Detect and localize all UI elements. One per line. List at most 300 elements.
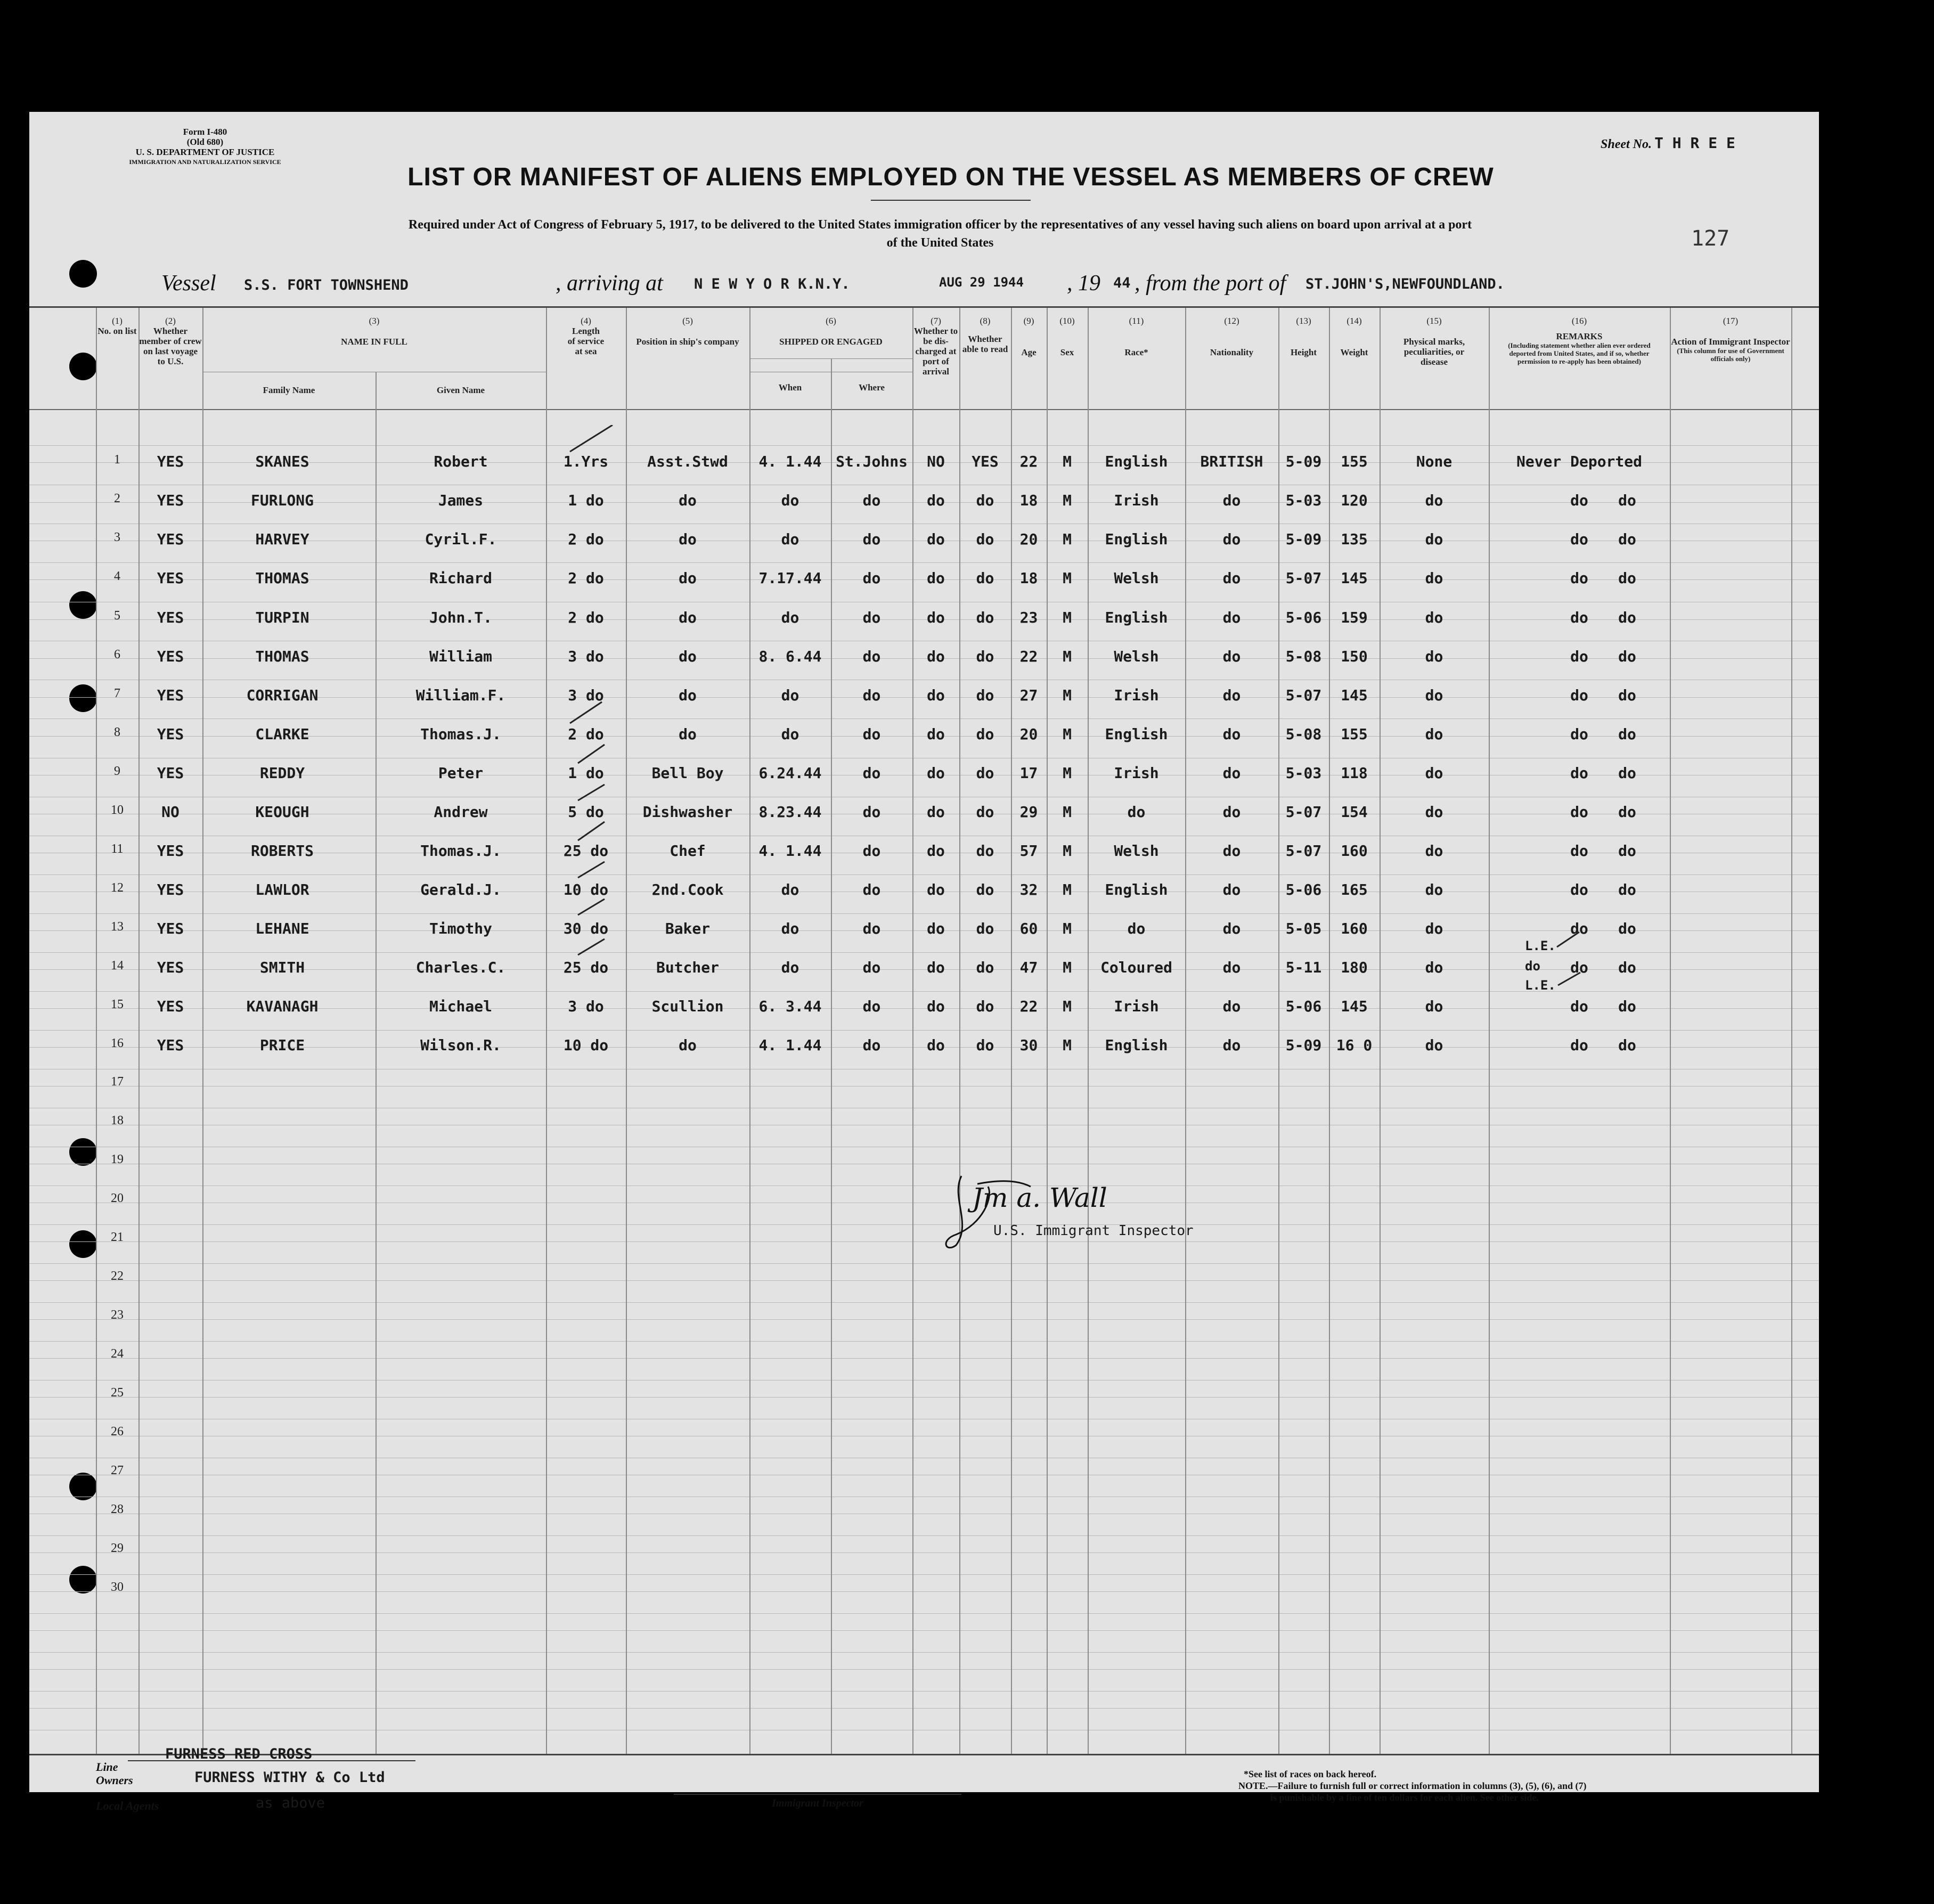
given-name-cell: Thomas.J. <box>420 725 501 743</box>
remarks-cell: do <box>1570 920 1588 937</box>
empty-row-number: 27 <box>111 1464 124 1477</box>
when-cell: 8. 6.44 <box>758 648 822 665</box>
remarks-cell: do <box>1570 803 1588 821</box>
sex-cell: M <box>1063 920 1072 937</box>
discharged-cell: do <box>927 842 945 860</box>
sex-cell: M <box>1063 569 1072 587</box>
when-cell: do <box>781 609 799 626</box>
col-given-name: Given Name <box>436 385 485 395</box>
remarks-cell: do <box>1570 1036 1588 1054</box>
position-cell: do <box>679 569 697 587</box>
weight-cell: 180 <box>1341 959 1368 976</box>
nationality-cell: do <box>1222 881 1241 898</box>
given-name-cell: James <box>438 492 484 509</box>
arrival-date-stamp: AUG 29 1944 <box>939 275 1024 290</box>
col-name-in-full: NAME IN FULL <box>341 337 407 347</box>
age-cell: 18 <box>1019 492 1038 509</box>
nationality-cell: do <box>1222 920 1241 937</box>
given-name-cell: Charles.C. <box>415 959 506 976</box>
empty-row-number: 18 <box>111 1114 124 1127</box>
discharged-cell: do <box>927 998 945 1015</box>
member-cell: YES <box>157 569 184 587</box>
manifest-sheet <box>29 112 1819 1812</box>
given-name-cell: Thomas.J. <box>420 842 501 860</box>
immigrant-inspector-label: Immigrant Inspector <box>772 1797 863 1809</box>
family-name-cell: FURLONG <box>250 492 314 509</box>
nationality-cell: do <box>1222 764 1241 782</box>
page-title: LIST OR MANIFEST OF ALIENS EMPLOYED ON THE VESSEL AS MEMBERS OF CREW <box>407 163 1494 191</box>
read-cell: YES <box>972 453 999 470</box>
where-cell: do <box>862 842 881 860</box>
vessel-label: Vessel <box>161 271 216 296</box>
read-cell: do <box>976 492 994 509</box>
row-number: 5 <box>114 609 120 623</box>
member-cell: YES <box>157 453 184 470</box>
family-name-cell: KEOUGH <box>255 803 309 821</box>
height-cell: 5-09 <box>1285 453 1322 470</box>
family-name-cell: REDDY <box>259 764 305 782</box>
requirement-line-1: Required under Act of Congress of February 5, 1917, to be delivered to the United States immigration officer by the representatives of any vessel having such aliens on board upon arrival at a port <box>408 218 1472 232</box>
length-cell: 30 do <box>563 920 609 937</box>
table-row <box>29 569 1791 591</box>
discharged-cell: do <box>927 920 945 937</box>
inspector-signature <box>940 1165 1217 1256</box>
col-13-number: (13) <box>1296 316 1311 326</box>
signature-text: Jm a. Wall <box>972 1182 1107 1213</box>
remarks-cell-2: do <box>1618 648 1636 665</box>
remarks-cell-2: do <box>1618 609 1636 626</box>
family-name-cell: LAWLOR <box>255 881 309 898</box>
discharged-cell: do <box>927 569 945 587</box>
nationality-cell: BRITISH <box>1200 453 1263 470</box>
agents-value: as above <box>256 1795 325 1811</box>
length-cell: 10 do <box>563 1036 609 1054</box>
where-cell: do <box>862 920 881 937</box>
inspector-signature-line <box>674 1794 961 1795</box>
family-name-cell: ROBERTS <box>250 842 314 860</box>
read-cell: do <box>976 687 994 704</box>
penalty-note-cont: is punishable by a fine of ten dollars for each alien. See other side. <box>1270 1792 1539 1803</box>
where-cell: do <box>862 609 881 626</box>
row-number: 15 <box>111 998 124 1011</box>
where-cell: do <box>862 530 881 548</box>
remarks-cell-2: do <box>1618 920 1636 937</box>
races-note: *See list of races on back hereof. <box>1244 1769 1377 1779</box>
table-row <box>29 453 1791 474</box>
physical-cell: do <box>1425 764 1443 782</box>
position-cell: Scullion <box>651 998 724 1015</box>
when-cell: do <box>781 530 799 548</box>
col-remarks-sub: (Including statement whether alien ever ordered deported from United States, and if so, whether permission to re-apply has been obtained) <box>1508 341 1651 365</box>
discharged-cell: do <box>927 881 945 898</box>
owners-label: Owners <box>96 1774 133 1787</box>
sex-cell: M <box>1063 453 1072 470</box>
col-2-number: (2) <box>165 316 176 326</box>
position-cell: do <box>679 530 697 548</box>
height-cell: 5-08 <box>1285 648 1322 665</box>
given-name-cell: Gerald.J. <box>420 881 501 898</box>
row-number: 10 <box>111 803 124 817</box>
inspector-title: U.S. Immigrant Inspector <box>993 1223 1194 1239</box>
age-cell: 20 <box>1019 530 1038 548</box>
weight-cell: 155 <box>1341 453 1368 470</box>
empty-row-number: 21 <box>111 1230 124 1244</box>
length-cell: 25 do <box>563 842 609 860</box>
position-cell: Butcher <box>656 959 719 976</box>
row-number: 4 <box>114 569 120 583</box>
discharged-cell: NO <box>927 453 945 470</box>
member-cell: YES <box>157 725 184 743</box>
race-cell: Irish <box>1114 687 1159 704</box>
remarks-cell-2: do <box>1618 492 1636 509</box>
physical-cell: do <box>1425 1036 1443 1054</box>
weight-cell: 159 <box>1341 609 1368 626</box>
le-mark: L.E. <box>1525 938 1556 953</box>
race-cell: English <box>1105 609 1168 626</box>
remarks-cell: do <box>1570 569 1588 587</box>
where-cell: do <box>862 569 881 587</box>
position-cell: do <box>679 492 697 509</box>
col-sex: Sex <box>1060 347 1074 357</box>
member-cell: YES <box>157 842 184 860</box>
race-cell: English <box>1105 530 1168 548</box>
length-cell: 10 do <box>563 881 609 898</box>
table-row <box>29 725 1791 747</box>
read-cell: do <box>976 569 994 587</box>
race-cell: English <box>1105 453 1168 470</box>
col-family-name: Family Name <box>263 385 315 395</box>
given-name-cell: Andrew <box>434 803 488 821</box>
position-cell: Baker <box>665 920 711 937</box>
remarks-cell-2: do <box>1618 687 1636 704</box>
row-rules <box>29 308 1819 1754</box>
age-cell: 22 <box>1019 648 1038 665</box>
sex-cell: M <box>1063 492 1072 509</box>
height-cell: 5-08 <box>1285 725 1322 743</box>
physical-cell: do <box>1425 881 1443 898</box>
member-cell: YES <box>157 609 184 626</box>
weight-cell: 154 <box>1341 803 1368 821</box>
height-cell: 5-03 <box>1285 492 1322 509</box>
weight-cell: 165 <box>1341 881 1368 898</box>
row-number: 14 <box>111 959 124 973</box>
position-cell: Dishwasher <box>642 803 733 821</box>
empty-row-number: 24 <box>111 1347 124 1361</box>
table-row <box>29 687 1791 708</box>
age-cell: 47 <box>1019 959 1038 976</box>
from-port-label: , from the port of <box>1135 271 1286 296</box>
family-name-cell: THOMAS <box>255 569 309 587</box>
punch-hole <box>69 260 97 288</box>
age-cell: 22 <box>1019 998 1038 1015</box>
remarks-cell-2: do <box>1618 569 1636 587</box>
empty-row-number: 26 <box>111 1425 124 1439</box>
nationality-cell: do <box>1222 609 1241 626</box>
read-cell: do <box>976 725 994 743</box>
age-cell: 32 <box>1019 881 1038 898</box>
empty-row-number: 29 <box>111 1541 124 1555</box>
family-name-cell: TURPIN <box>255 609 309 626</box>
col-race: Race* <box>1124 347 1148 357</box>
when-cell: 6.24.44 <box>758 764 822 782</box>
sex-cell: M <box>1063 687 1072 704</box>
empty-row-number: 25 <box>111 1386 124 1400</box>
row-number: 16 <box>111 1036 124 1050</box>
length-cell: 25 do <box>563 959 609 976</box>
given-name-cell: William.F. <box>415 687 506 704</box>
empty-row-number: 30 <box>111 1580 124 1594</box>
nationality-cell: do <box>1222 725 1241 743</box>
table-row <box>29 998 1791 1019</box>
table-row <box>29 764 1791 786</box>
member-cell: YES <box>157 764 184 782</box>
physical-cell: do <box>1425 725 1443 743</box>
nationality-cell: do <box>1222 530 1241 548</box>
position-cell: do <box>679 687 697 704</box>
race-cell: Irish <box>1114 998 1159 1015</box>
length-cell: 5 do <box>568 803 604 821</box>
height-cell: 5-09 <box>1285 530 1322 548</box>
discharged-cell: do <box>927 1036 945 1054</box>
when-cell: 6. 3.44 <box>758 998 822 1015</box>
col-remarks: REMARKS <box>1556 331 1603 341</box>
position-cell: 2nd.Cook <box>651 881 724 898</box>
length-cell: 3 do <box>568 687 604 704</box>
empty-row-number: 28 <box>111 1502 124 1516</box>
arriving-label: , arriving at <box>556 271 663 296</box>
nationality-cell: do <box>1222 648 1241 665</box>
remarks-cell: Never Deported <box>1516 453 1642 470</box>
race-cell: English <box>1105 725 1168 743</box>
remarks-cell-2: do <box>1618 725 1636 743</box>
remarks-cell-2: do <box>1618 530 1636 548</box>
given-name-cell: Peter <box>438 764 484 782</box>
nationality-cell: do <box>1222 687 1241 704</box>
family-name-cell: HARVEY <box>255 530 309 548</box>
given-name-cell: Michael <box>429 998 492 1015</box>
race-cell: English <box>1105 1036 1168 1054</box>
col-7-number: (7) <box>931 316 941 326</box>
when-cell: do <box>781 920 799 937</box>
form-department: U. S. DEPARTMENT OF JUSTICE <box>135 147 275 157</box>
read-cell: do <box>976 842 994 860</box>
row-number: 9 <box>114 764 120 778</box>
when-cell: do <box>781 959 799 976</box>
physical-cell: do <box>1425 569 1443 587</box>
table-row <box>29 803 1791 824</box>
footer-notes <box>1238 1768 1696 1803</box>
given-name-cell: William <box>429 648 492 665</box>
empty-row-number: 22 <box>111 1269 124 1283</box>
given-name-cell: Cyril.F. <box>425 530 497 548</box>
remarks-cell: do <box>1570 842 1588 860</box>
remarks-cell: do <box>1570 648 1588 665</box>
position-cell: Bell Boy <box>651 764 724 782</box>
line-label: Line <box>96 1760 118 1774</box>
height-cell: 5-07 <box>1285 803 1322 821</box>
requirement-text <box>130 216 1750 252</box>
height-cell: 5-09 <box>1285 1036 1322 1054</box>
discharged-cell: do <box>927 803 945 821</box>
discharged-cell: do <box>927 530 945 548</box>
empty-row-number: 17 <box>111 1075 124 1089</box>
where-cell: do <box>862 687 881 704</box>
nationality-cell: do <box>1222 569 1241 587</box>
sheet-value: T H R E E <box>1654 134 1735 152</box>
nationality-cell: do <box>1222 959 1241 976</box>
col-when: When <box>778 382 802 393</box>
given-name-cell: John.T. <box>429 609 492 626</box>
title-rule <box>871 200 1031 201</box>
arrival-year: 44 <box>1113 275 1131 291</box>
remarks-cell: do <box>1570 881 1588 898</box>
length-cell: 3 do <box>568 648 604 665</box>
race-cell: do <box>1127 803 1146 821</box>
when-cell: do <box>781 687 799 704</box>
table-row <box>29 881 1791 902</box>
empty-row-number: 20 <box>111 1191 124 1205</box>
arrival-port: N E W Y O R K.N.Y. <box>694 276 850 292</box>
discharged-cell: do <box>927 959 945 976</box>
read-cell: do <box>976 920 994 937</box>
read-cell: do <box>976 959 994 976</box>
col-height: Height <box>1290 347 1317 357</box>
member-cell: YES <box>157 959 184 976</box>
physical-cell: None <box>1416 453 1452 470</box>
remarks-cell: do <box>1570 725 1588 743</box>
length-cell: 2 do <box>568 530 604 548</box>
member-cell: YES <box>157 1036 184 1054</box>
position-cell: Asst.Stwd <box>647 453 728 470</box>
col-able-read: Whether able to read <box>962 334 1008 354</box>
where-cell: do <box>862 1036 881 1054</box>
member-cell: NO <box>161 803 179 821</box>
col-17-number: (17) <box>1723 316 1739 326</box>
col-11-number: (11) <box>1129 316 1144 326</box>
length-cell: 3 do <box>568 998 604 1015</box>
family-name-cell: THOMAS <box>255 648 309 665</box>
age-cell: 29 <box>1019 803 1038 821</box>
row-number: 13 <box>111 920 124 934</box>
remarks-cell: do <box>1570 492 1588 509</box>
nationality-cell: do <box>1222 842 1241 860</box>
weight-cell: 160 <box>1341 920 1368 937</box>
col-age: Age <box>1021 347 1037 357</box>
sex-cell: M <box>1063 803 1072 821</box>
race-cell: Irish <box>1114 764 1159 782</box>
weight-cell: 120 <box>1341 492 1368 509</box>
member-cell: YES <box>157 492 184 509</box>
read-cell: do <box>976 530 994 548</box>
col-9-number: (9) <box>1023 316 1034 326</box>
row-number: 8 <box>114 725 120 739</box>
owners-value: FURNESS WITHY & Co Ltd <box>194 1769 385 1786</box>
col-8-number: (8) <box>980 316 991 326</box>
col-action: Action of Immigrant Inspector <box>1671 337 1790 347</box>
form-service: IMMIGRATION AND NATURALIZATION SERVICE <box>129 158 281 166</box>
col-length-service: Length of service at sea <box>567 326 605 356</box>
col-6-number: (6) <box>826 316 836 326</box>
vessel-name: S.S. FORT TOWNSHEND <box>244 277 409 293</box>
age-cell: 27 <box>1019 687 1038 704</box>
position-cell: Chef <box>670 842 706 860</box>
col-where: Where <box>859 382 885 393</box>
given-name-cell: Timothy <box>429 920 492 937</box>
empty-row-number: 19 <box>111 1153 124 1166</box>
member-cell: YES <box>157 998 184 1015</box>
discharged-cell: do <box>927 725 945 743</box>
read-cell: do <box>976 609 994 626</box>
discharged-cell: do <box>927 764 945 782</box>
le-check-marks <box>1542 926 1606 1006</box>
member-cell: YES <box>157 920 184 937</box>
where-cell: do <box>862 803 881 821</box>
crew-table <box>29 306 1819 1755</box>
sex-cell: M <box>1063 530 1072 548</box>
race-cell: English <box>1105 881 1168 898</box>
when-cell: 7.17.44 <box>758 569 822 587</box>
weight-cell: 16 0 <box>1336 1036 1373 1054</box>
table-row <box>29 842 1791 863</box>
col-nationality: Nationality <box>1210 347 1254 357</box>
row-number: 1 <box>114 453 120 467</box>
physical-cell: do <box>1425 998 1443 1015</box>
when-cell: 8.23.44 <box>758 803 822 821</box>
table-row <box>29 530 1791 552</box>
year-prefix: , 19 <box>1067 271 1100 296</box>
remarks-cell-2: do <box>1618 959 1636 976</box>
length-cell: 2 do <box>568 725 604 743</box>
row-number: 2 <box>114 492 120 505</box>
col-no-on-list: No. on list <box>97 326 137 336</box>
where-cell: do <box>862 725 881 743</box>
family-name-cell: CLARKE <box>255 725 309 743</box>
col-12-number: (12) <box>1224 316 1239 326</box>
given-name-cell: Robert <box>434 453 488 470</box>
family-name-cell: SMITH <box>259 959 305 976</box>
where-cell: do <box>862 764 881 782</box>
physical-cell: do <box>1425 492 1443 509</box>
remarks-cell-2: do <box>1618 881 1636 898</box>
weight-cell: 150 <box>1341 648 1368 665</box>
height-cell: 5-07 <box>1285 687 1322 704</box>
read-cell: do <box>976 998 994 1015</box>
col-3-number: (3) <box>369 316 380 326</box>
line-value: FURNESS RED CROSS <box>165 1746 313 1762</box>
length-cell: 1.Yrs <box>563 453 609 470</box>
discharged-cell: do <box>927 609 945 626</box>
physical-cell: do <box>1425 530 1443 548</box>
length-cell: 1 do <box>568 764 604 782</box>
owners-row <box>96 1769 469 1795</box>
remarks-cell-2: do <box>1618 1036 1636 1054</box>
family-name-cell: KAVANAGH <box>246 998 319 1015</box>
race-cell: Welsh <box>1114 842 1159 860</box>
row-number: 7 <box>114 687 120 700</box>
when-cell: do <box>781 492 799 509</box>
race-cell: Irish <box>1114 492 1159 509</box>
remarks-cell: do <box>1570 998 1588 1015</box>
member-cell: YES <box>157 687 184 704</box>
weight-cell: 145 <box>1341 687 1368 704</box>
row-number: 3 <box>114 530 120 544</box>
table-row <box>29 1036 1791 1058</box>
position-cell: do <box>679 1036 697 1054</box>
agents-row <box>96 1795 469 1820</box>
weight-cell: 155 <box>1341 725 1368 743</box>
le-mark: L.E. <box>1525 978 1556 993</box>
form-old-number: (Old 680) <box>186 137 224 147</box>
